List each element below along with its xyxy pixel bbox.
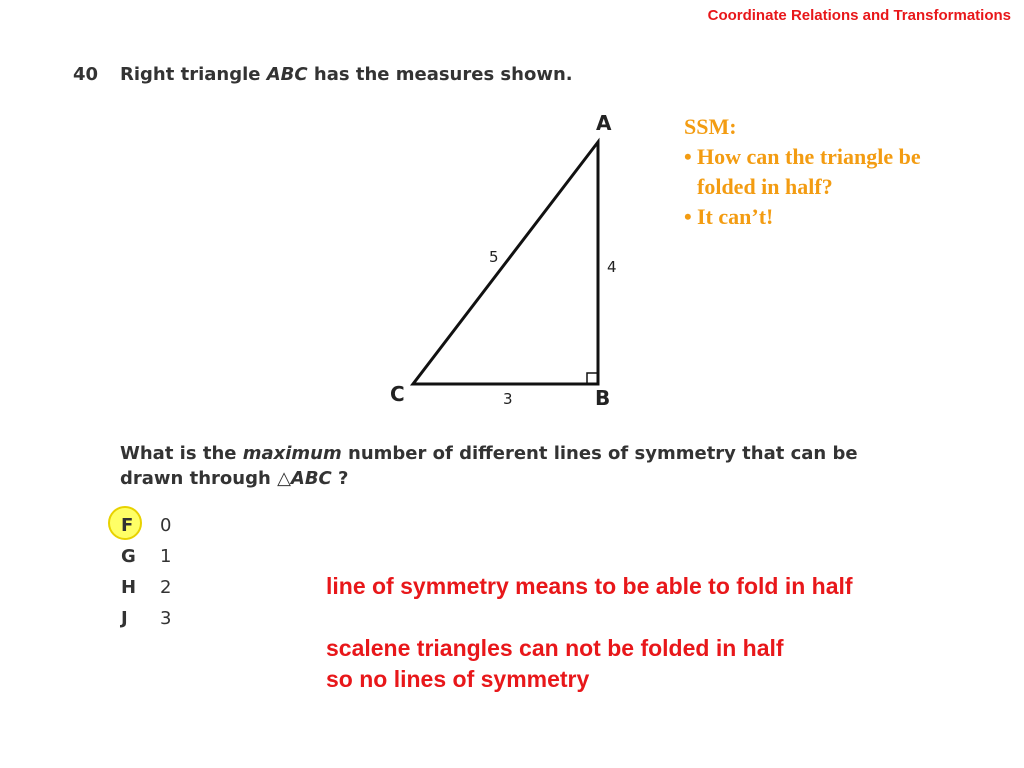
side-label-ca: 5 <box>489 248 499 266</box>
question-number: 40 <box>73 64 99 85</box>
choice-f-letter: F <box>118 515 160 536</box>
choice-h[interactable] <box>118 572 171 603</box>
prompt-post: number of different lines of symmetry that can be <box>341 443 858 464</box>
question-prompt <box>120 441 920 491</box>
ssm-note <box>684 112 984 232</box>
choice-f-value: 0 <box>160 515 172 536</box>
bullet-icon: • <box>684 144 692 169</box>
answer-choices <box>118 510 171 634</box>
prompt-pre: What is the <box>120 443 243 464</box>
ssm-bullet-2 <box>684 202 984 232</box>
stem-pre: Right triangle <box>120 64 267 85</box>
choice-f[interactable] <box>118 510 171 541</box>
triangle-symbol-icon: △ <box>277 468 291 489</box>
slide-header-title: Coordinate Relations and Transformations <box>707 7 1011 24</box>
choice-h-letter: H <box>121 577 137 598</box>
prompt-line2-post: ? <box>331 468 349 489</box>
ssm-bullet-1-text: How can the triangle be folded in half? <box>697 144 921 199</box>
explanation-line-1: line of symmetry means to be able to fold in half <box>326 573 853 599</box>
ssm-bullet-2-text: It can’t! <box>697 204 774 229</box>
side-label-cb: 3 <box>503 390 513 408</box>
stem-italic: ABC <box>266 64 308 85</box>
side-label-ab: 4 <box>607 258 617 276</box>
vertex-label-b: B <box>595 386 611 410</box>
choice-g-letter: G <box>121 546 136 567</box>
prompt-italic: maximum <box>242 443 342 464</box>
explanation-line-3: so no lines of symmetry <box>326 666 590 692</box>
choice-g-value: 1 <box>160 546 172 567</box>
choice-g[interactable] <box>118 541 171 572</box>
choice-j[interactable] <box>118 603 171 634</box>
bullet-icon: • <box>684 204 692 229</box>
prompt-line-2 <box>120 466 920 491</box>
triangle-abc <box>413 142 598 384</box>
prompt-line2-pre: drawn through <box>120 468 278 489</box>
explanation-line-2: scalene triangles can not be folded in half <box>326 635 784 661</box>
right-angle-marker <box>587 373 598 384</box>
choice-j-letter: J <box>121 608 128 629</box>
ssm-heading: SSM: <box>684 114 737 139</box>
choice-j-value: 3 <box>160 608 172 629</box>
choice-h-value: 2 <box>160 577 172 598</box>
prompt-line2-italic: ABC <box>290 468 332 489</box>
ssm-bullet-1 <box>684 142 984 202</box>
vertex-label-c: C <box>390 382 405 406</box>
explanation-text <box>326 571 853 695</box>
stem-post: has the measures shown. <box>307 64 573 85</box>
prompt-line-1 <box>120 441 920 466</box>
vertex-label-a: A <box>596 111 612 135</box>
